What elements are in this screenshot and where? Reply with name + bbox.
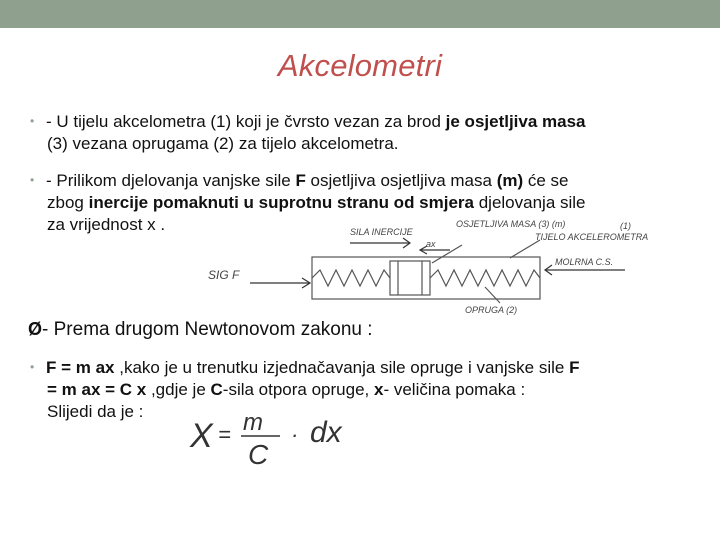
bullet-2-text-a: - Prilikom djelovanja vanjske sile [46,171,296,190]
sketch-label-ax: ax [426,239,436,249]
bullet-2-text-c: osjetljiva osjetljiva masa [305,171,497,190]
bullet-3-text-b: ,kako je u trenutku izjednačavanja sile opruge i vanjske sile [114,358,570,377]
bullet-2-line-2b: inercije pomaknuti u suprotnu stranu od smjera [88,193,474,212]
formula-den: C [248,439,269,470]
bullet-2-line-3: za vrijednost x . [47,215,166,234]
bullet-3-x: x [373,380,384,399]
bullet-3-formula-a: F = m ax [46,358,115,377]
formula-eq: = [218,422,231,447]
bullet-1-text-a: - U tijelu akcelometra (1) koji je čvrsto vezan za brod [46,112,446,131]
bullet-3-formula-b: = m ax = C x [47,380,147,399]
bullet-3-text-2b: ,gdje je [146,380,211,399]
accelerometer-sketch [200,215,670,320]
sketch-label-mass: OSJETLJIVA MASA (3) (m) [456,219,566,229]
bullet-2-force: F [295,171,306,190]
formula-num: m [243,409,263,436]
sketch-label-body: TIJELO AKCELEROMETRA [535,232,649,242]
sketch-label-force: SIG F [208,268,240,282]
bullet-3-text-2f: - veličina pomaka : [383,380,526,399]
sketch-label-inertia: SILA INERCIJE [350,227,413,237]
bullet-2-mass: (m) [496,171,524,190]
sketch-spring-right [430,270,540,286]
handwritten-formula [188,402,363,472]
bullet-3-text-2d: -sila otpora opruge, [222,380,374,399]
formula-dot: · [291,422,299,447]
bullet-marker: • [30,114,35,128]
bullet-2-line-2a: zbog [47,193,89,212]
bullet-3-line-3: Slijedi da je : [47,402,144,421]
bullet-1-line-2: (3) vezana oprugama (2) za tijelo akcelometra. [47,134,399,153]
bullet-2-line-2c: djelovanja sile [474,193,586,212]
arrow-marker: Ø [28,319,43,339]
bullet-marker: • [30,173,35,187]
sketch-label-num1: (1) [620,221,631,231]
bullet-2-text-e: će se [523,171,569,190]
sketch-spring-left [312,270,390,286]
sketch-mass-rect [390,261,430,295]
slide-title: Akcelometri [277,48,443,83]
formula-x: X [190,417,213,455]
top-accent-bar [0,0,720,28]
bullet-3-c: C [210,380,223,399]
formula-rhs: dx [310,416,342,449]
bullet-1-text-bold: je osjetljiva masa [445,112,586,131]
heading-newton [28,318,693,341]
heading-newton-text: - Prema drugom Newtonovom zakonu : [42,319,373,340]
bullet-3-force: F [569,358,580,377]
bullet-marker: • [30,360,35,374]
sketch-label-moving: MOLRNA C.S. [555,257,614,267]
sketch-label-spring: OPRUGA (2) [465,305,518,315]
bullet-1 [30,110,695,155]
